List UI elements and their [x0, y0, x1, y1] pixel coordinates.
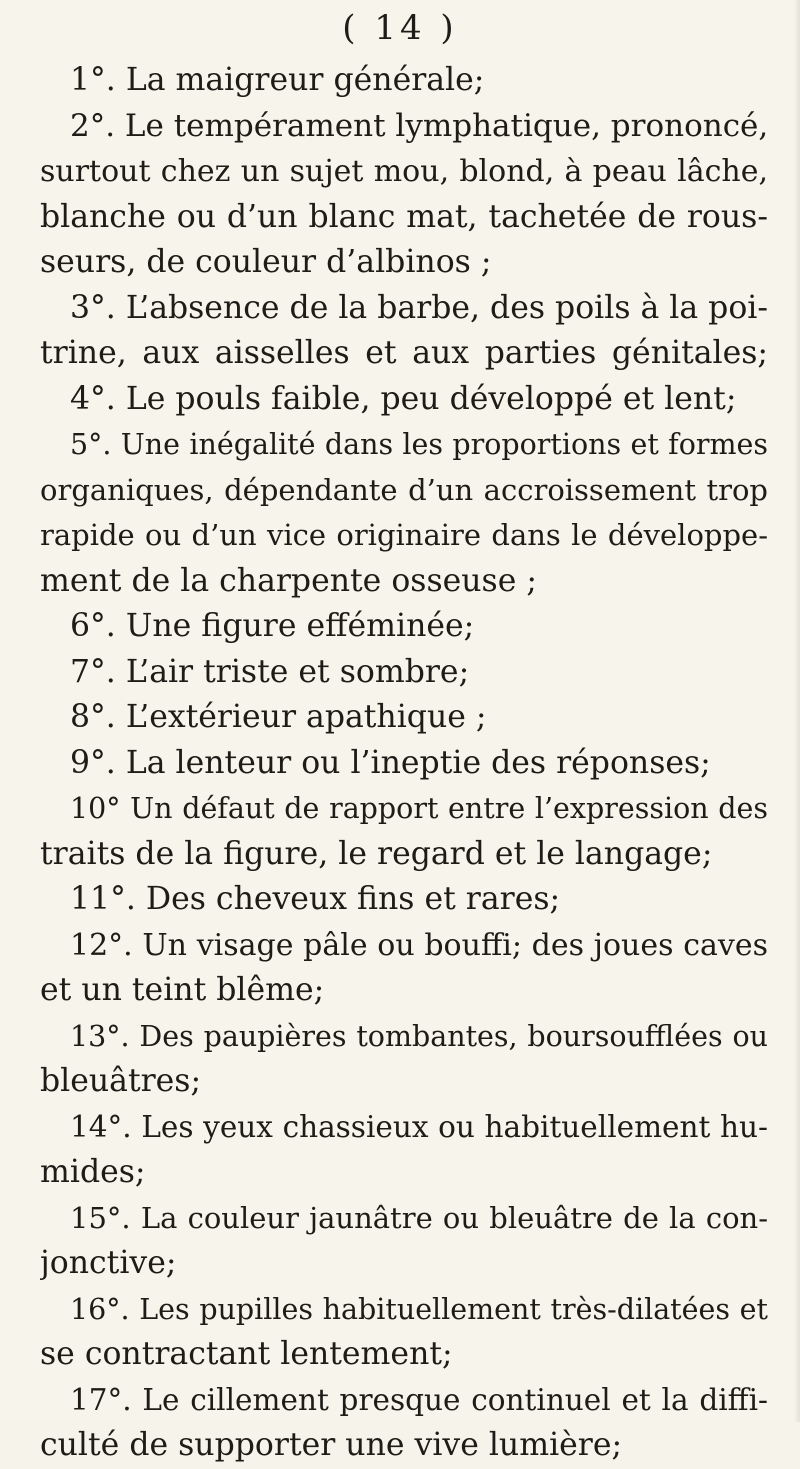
text-line: 12°. Un visage pâle ou bouffi; des joues caves	[70, 927, 768, 963]
text-line: trine, aux aisselles et aux parties génitales;	[40, 335, 768, 371]
text-line: organiques, dépendante d’un accroissement trop	[40, 472, 768, 507]
text-line: 5°. Une inégalité dans les proportions et formes	[70, 428, 768, 461]
page-edge-shadow	[794, 0, 800, 1422]
page-body-text	[40, 58, 768, 1469]
text-line: ment de la charpente osseuse ;	[40, 562, 537, 599]
text-line: culté de supporter une vive lumière;	[40, 1427, 623, 1463]
text-line: traits de la figure, le regard et le langage;	[40, 835, 713, 872]
text-line: 11°. Des cheveux fins et rares;	[70, 881, 561, 917]
text-line: 10° Un défaut de rapport entre l’expression des	[70, 792, 768, 825]
text-line: 3°. L’absence de la barbe, des poils à la poi-	[70, 289, 768, 326]
text-line: 14°. Les yeux chassieux ou habituellement hu-	[70, 1109, 768, 1144]
text-line: 16°. Les pupilles habituellement très-dilatées et	[70, 1292, 768, 1326]
text-line: 9°. La lenteur ou l’ineptie des réponses;	[70, 744, 711, 781]
text-line: 15°. La couleur jaunâtre ou bleuâtre de la con-	[70, 1200, 768, 1235]
text-line: jonctive;	[40, 1245, 177, 1281]
text-line: et un teint blême;	[40, 972, 325, 1008]
text-line: 4°. Le pouls faible, peu développé et lent;	[70, 380, 737, 417]
text-line: 8°. L’extérieur apathique ;	[70, 699, 487, 735]
text-line: 1°. La maigreur générale;	[70, 62, 485, 98]
text-line: 13°. Des paupières tombantes, boursoufflées ou	[70, 1019, 768, 1053]
text-line: 6°. Une figure efféminée;	[70, 608, 475, 644]
text-line: 2°. Le tempérament lymphatique, prononcé,	[70, 107, 768, 144]
text-line: seurs, de couleur d’albinos ;	[40, 244, 492, 280]
text-line: mides;	[40, 1154, 146, 1190]
text-line: se contractant lentement;	[40, 1336, 453, 1372]
text-line: blanche ou d’un blanc mat, tachetée de rous-	[40, 198, 768, 235]
page-number: ( 14 )	[342, 8, 458, 48]
text-line: rapide ou d’un vice originaire dans le développe-	[40, 518, 768, 552]
text-line: bleuâtres;	[40, 1063, 202, 1099]
text-line: 17°. Le cillement presque continuel et la diffi-	[70, 1382, 768, 1417]
text-line: 7°. L’air triste et sombre;	[70, 653, 470, 690]
text-line: surtout chez un sujet mou, blond, à peau lâche,	[40, 154, 768, 189]
